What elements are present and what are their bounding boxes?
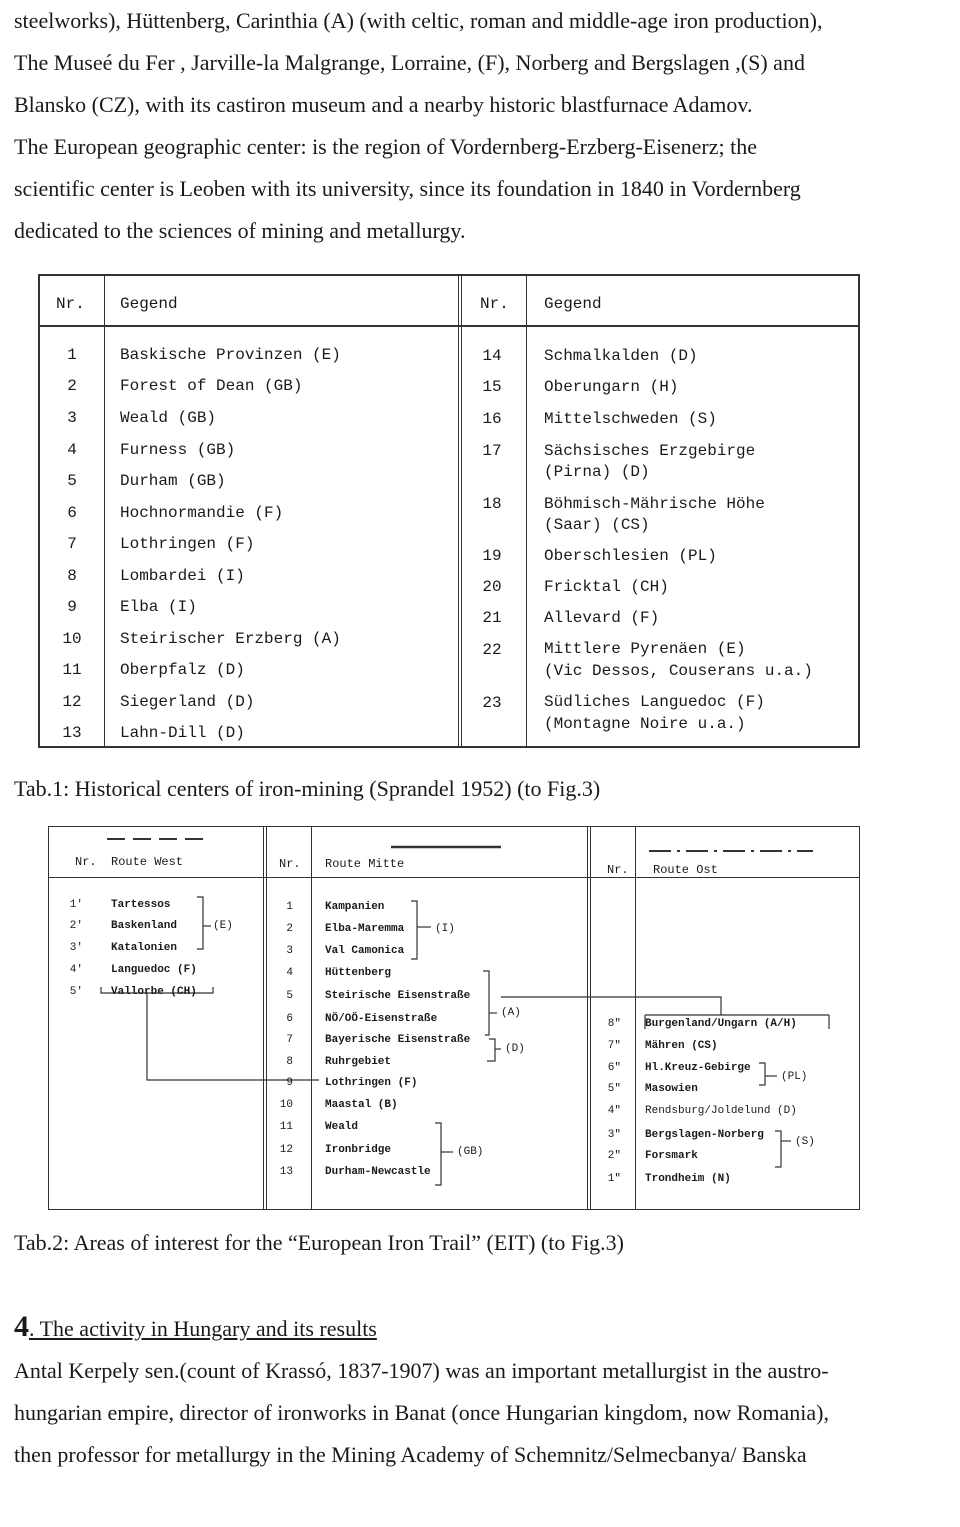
t1-row-name: Baskische Provinzen (E)	[120, 346, 341, 364]
intro-paragraph	[14, 0, 949, 252]
t1-row-name: Oberpfalz (D)	[120, 661, 245, 679]
body-line: then professor for metallurgy in the Mining Academy of Schemnitz/Selmecbanya/ Banska	[14, 1442, 807, 1467]
t1-row-name: Böhmisch-Mährische Höhe	[544, 495, 765, 513]
t1-row-nr: 23	[482, 694, 502, 712]
t1-row-name: Sächsisches Erzgebirge	[544, 442, 756, 460]
t2-mitte-nr: 12	[279, 1144, 293, 1156]
t1-row-name: Fricktal (CH)	[544, 578, 669, 596]
t2-west-nr: 5'	[69, 986, 83, 998]
t1-row-name: Allevard (F)	[544, 609, 660, 627]
t1-row-name: Lombardei (I)	[120, 567, 245, 585]
body-line: hungarian empire, director of ironworks in Banat (once Hungarian kingdom, now Romania),	[14, 1400, 829, 1425]
t1-row-name-cont: (Vic Dessos, Couserans u.a.)	[544, 662, 813, 680]
t2-mitte-name: Durham-Newcastle	[325, 1166, 431, 1178]
t1-header-gegend-right: Gegend	[544, 295, 602, 313]
t2-ost-nr: 8"	[607, 1018, 621, 1030]
intro-line: dedicated to the sciences of mining and metallurgy.	[14, 218, 466, 243]
t1-row-name-cont: (Saar) (CS)	[544, 516, 650, 534]
t2-header-nr-ost: Nr.	[607, 863, 629, 877]
t2-mitte-nr: 8	[286, 1056, 293, 1068]
t2-ost-nr: 5"	[607, 1083, 621, 1095]
table-1	[38, 274, 860, 748]
t1-row-nr: 7	[67, 535, 77, 553]
t2-west-nr: 3'	[69, 942, 83, 954]
t2-mitte-name: Bayerische Eisenstraße	[325, 1034, 471, 1046]
t2-ost-name: Burgenland/Ungarn (A/H)	[645, 1018, 797, 1030]
t1-row-nr: 5	[67, 472, 77, 490]
t1-row-name: Oberungarn (H)	[544, 378, 679, 396]
t2-west-nr: 2'	[69, 920, 83, 932]
t2-west-name: Vallorbe (CH)	[111, 986, 197, 998]
body-paragraph	[14, 1350, 949, 1476]
section-number: 4	[14, 1310, 29, 1343]
t2-mitte-name: Maastal (B)	[325, 1099, 398, 1111]
t2-ost-name: Hl.Kreuz-Gebirge	[645, 1062, 751, 1074]
t2-ost-group-label: (PL)	[781, 1071, 808, 1083]
t1-row-name: Schmalkalden (D)	[544, 347, 698, 365]
t2-west-name: Tartessos	[111, 899, 171, 911]
t2-mitte-nr: 13	[279, 1166, 293, 1178]
table-2	[48, 826, 860, 1210]
t2-header-nr-west: Nr.	[75, 855, 97, 869]
t1-row-name: Mittlere Pyrenäen (E)	[544, 640, 746, 658]
t1-row-name: Lahn-Dill (D)	[120, 724, 245, 742]
t2-west-group-label: (E)	[213, 920, 233, 932]
t2-mitte-name: NÖ/OÖ-Eisenstraße	[325, 1013, 438, 1025]
t1-row-name: Siegerland (D)	[120, 693, 255, 711]
t1-row-nr: 20	[482, 578, 502, 596]
t2-ost-name: Bergslagen-Norberg	[645, 1129, 764, 1141]
t2-mitte-nr: 4	[286, 967, 293, 979]
table-1-caption: Tab.1: Historical centers of iron-mining (Sprandel 1952) (to Fig.3)	[14, 776, 601, 801]
t2-header-route-ost: Route Ost	[653, 863, 718, 877]
t1-row-nr: 17	[482, 442, 502, 460]
t2-ost-name: Masowien	[645, 1083, 698, 1095]
t1-row-nr: 16	[482, 410, 502, 428]
section-heading	[14, 1310, 377, 1344]
intro-line: Blansko (CZ), with its castiron museum and a nearby historic blastfurnace Adamov.	[14, 92, 753, 117]
section-title: . The activity in Hungary and its results	[29, 1316, 377, 1341]
t1-row-nr: 13	[62, 724, 82, 742]
t2-header-route-mitte: Route Mitte	[325, 857, 405, 871]
t2-ost-nr: 1"	[607, 1173, 621, 1185]
t1-row-nr: 12	[62, 693, 82, 711]
t2-west-name: Katalonien	[111, 942, 178, 954]
t2-west-nr: 1'	[69, 899, 83, 911]
t2-mitte-nr: 6	[286, 1013, 293, 1025]
t1-row-nr: 19	[482, 547, 502, 565]
t2-mitte-name: Kampanien	[325, 901, 385, 913]
t2-mitte-group-label: (A)	[501, 1007, 521, 1019]
t2-mitte-nr: 11	[279, 1121, 293, 1133]
t2-mitte-name: Elba-Maremma	[325, 923, 405, 935]
t1-row-nr: 18	[482, 495, 502, 513]
t1-row-nr: 10	[62, 630, 82, 648]
t2-mitte-nr: 10	[279, 1099, 293, 1111]
t1-row-nr: 2	[67, 377, 77, 395]
t1-row-nr: 22	[482, 641, 502, 659]
t2-ost-name: Mähren (CS)	[645, 1040, 718, 1052]
t2-mitte-name: Ruhrgebiet	[325, 1056, 392, 1068]
t2-mitte-nr: 5	[286, 990, 293, 1002]
t1-row-nr: 14	[482, 347, 502, 365]
intro-line: steelworks), Hüttenberg, Carinthia (A) (with celtic, roman and middle-age iron production),	[14, 8, 823, 33]
t2-ost-name: Forsmark	[645, 1150, 698, 1162]
t1-row-name: Furness (GB)	[120, 441, 236, 459]
t1-row-name: Weald (GB)	[120, 409, 217, 427]
t2-ost-nr: 4"	[607, 1105, 621, 1117]
table-2-caption: Tab.2: Areas of interest for the “European Iron Trail” (EIT) (to Fig.3)	[14, 1230, 625, 1255]
t2-west-nr: 4'	[69, 964, 83, 976]
t1-header-nr-left: Nr.	[56, 295, 85, 313]
t1-row-name: Forest of Dean (GB)	[120, 377, 303, 395]
t1-row-name: Durham (GB)	[120, 472, 226, 490]
t1-row-nr: 3	[67, 409, 77, 427]
t2-ost-nr: 7"	[607, 1040, 621, 1052]
t2-ost-nr: 2"	[607, 1150, 621, 1162]
t1-row-name-cont: (Montagne Noire u.a.)	[544, 715, 746, 733]
t2-header-nr-mitte: Nr.	[279, 857, 301, 871]
t1-row-nr: 11	[62, 661, 82, 679]
t2-mitte-group-label: (D)	[505, 1043, 525, 1055]
t2-header-route-west: Route West	[111, 855, 184, 869]
t1-header-gegend-left: Gegend	[120, 295, 178, 313]
t1-row-nr: 1	[67, 346, 77, 364]
t1-row-nr: 8	[67, 567, 77, 585]
t2-ost-group-label: (S)	[795, 1136, 815, 1148]
t2-mitte-nr: 7	[286, 1034, 293, 1046]
t1-row-name-cont: (Pirna) (D)	[544, 463, 650, 481]
t2-ost-nr: 6"	[607, 1062, 621, 1074]
body-line: Antal Kerpely sen.(count of Krassó, 1837-1907) was an important metallurgist in the austro-	[14, 1358, 829, 1383]
t2-mitte-nr: 9	[286, 1077, 293, 1089]
t2-ost-nr: 3"	[607, 1129, 621, 1141]
intro-line: The Museé du Fer , Jarville-la Malgrange, Lorraine, (F), Norberg and Bergslagen ,(S) and	[14, 50, 805, 75]
t2-mitte-name: Hüttenberg	[325, 967, 392, 979]
intro-line: scientific center is Leoben with its university, since its foundation in 1840 in Vordernberg	[14, 176, 801, 201]
intro-line: The European geographic center: is the region of Vordernberg-Erzberg-Eisenerz; the	[14, 134, 758, 159]
t2-west-name: Languedoc (F)	[111, 964, 197, 976]
t1-row-name: Hochnormandie (F)	[120, 504, 284, 522]
t2-mitte-nr: 1	[286, 901, 293, 913]
t1-row-name: Mittelschweden (S)	[544, 410, 717, 428]
t1-row-nr: 6	[67, 504, 77, 522]
t1-row-nr: 4	[67, 441, 77, 459]
t1-row-nr: 9	[67, 598, 77, 616]
t2-mitte-group-label: (I)	[435, 923, 455, 935]
t2-mitte-name: Weald	[325, 1121, 359, 1133]
t2-mitte-nr: 2	[286, 923, 293, 935]
t2-mitte-name: Lothringen (F)	[325, 1077, 418, 1089]
t1-row-nr: 21	[482, 609, 502, 627]
t1-header-nr-right: Nr.	[480, 295, 509, 313]
t1-row-name: Oberschlesien (PL)	[544, 547, 717, 565]
t1-row-name: Lothringen (F)	[120, 535, 255, 553]
t2-mitte-nr: 3	[286, 945, 293, 957]
t2-mitte-group-label: (GB)	[457, 1146, 484, 1158]
t2-mitte-name: Ironbridge	[325, 1144, 392, 1156]
t2-ost-name: Rendsburg/Joldelund (D)	[645, 1105, 797, 1117]
t1-row-nr: 15	[482, 378, 502, 396]
t2-mitte-name: Steirische Eisenstraße	[325, 990, 471, 1002]
t2-west-name: Baskenland	[111, 920, 178, 932]
t1-row-name: Steirischer Erzberg (A)	[120, 630, 341, 648]
t2-mitte-name: Val Camonica	[325, 945, 405, 957]
t2-ost-name: Trondheim (N)	[645, 1173, 731, 1185]
t1-row-name: Südliches Languedoc (F)	[544, 693, 765, 711]
t1-row-name: Elba (I)	[120, 598, 197, 616]
